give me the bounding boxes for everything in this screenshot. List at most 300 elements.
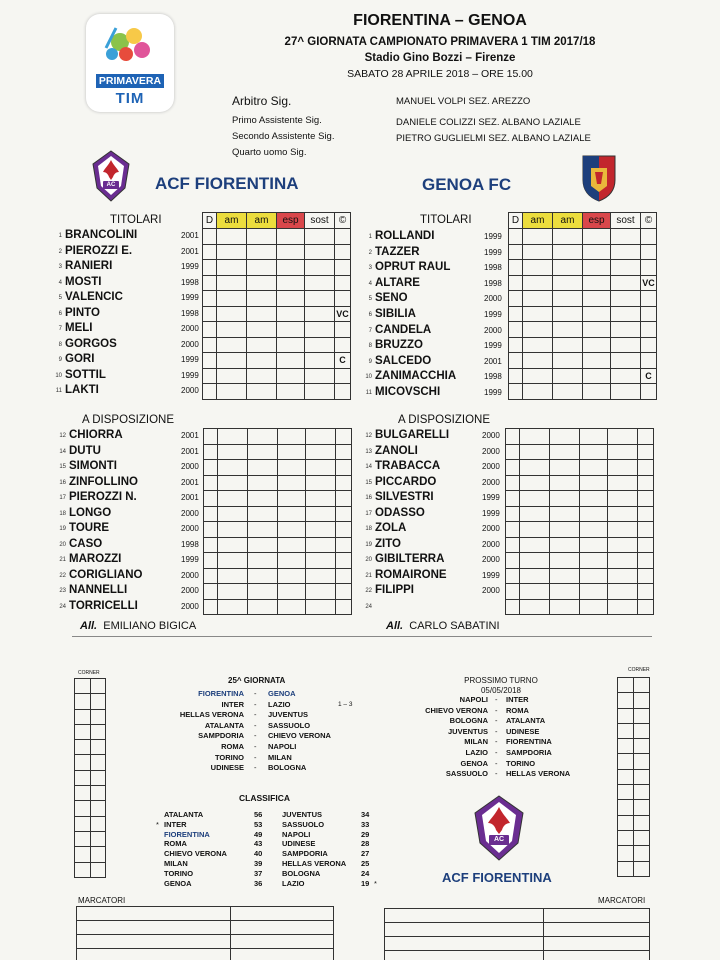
player-number: 5 (368, 296, 372, 303)
player-name: PICCARDO (375, 475, 437, 488)
away-coach-label: All. (386, 620, 404, 632)
corner-cell (75, 770, 91, 785)
grid-cell (248, 491, 278, 507)
grid-header-d: D (203, 213, 217, 229)
round25-dash: - (254, 742, 257, 751)
grid-cell (335, 384, 351, 400)
player-row (360, 521, 512, 537)
grid-cell (277, 306, 305, 322)
grid-cell (203, 306, 217, 322)
grid-cell (638, 584, 654, 600)
next-dash: - (495, 705, 498, 715)
corner-cell (75, 847, 91, 862)
player-row (54, 428, 211, 444)
round25-away-team: JUVENTUS (268, 710, 309, 720)
grid-cell (523, 384, 553, 400)
grid-cell (520, 444, 550, 460)
player-row (54, 552, 211, 568)
player-year: 2000 (181, 324, 199, 333)
grid-cell (306, 475, 336, 491)
standing-points: 33 (361, 819, 370, 829)
right-scorers-label: MARCATORI (598, 896, 646, 905)
grid-cell (550, 491, 580, 507)
grid-cell (509, 337, 523, 353)
home-coach-label: All. (80, 620, 98, 632)
grid-cell (305, 368, 335, 384)
next-home-team: CHIEVO VERONA (425, 705, 488, 715)
player-year: 2000 (181, 570, 199, 580)
player-row (54, 537, 211, 553)
corner-cell (90, 755, 106, 770)
grid-cell (336, 475, 352, 491)
grid-cell (553, 337, 583, 353)
player-row (360, 444, 512, 460)
player-number: 6 (58, 310, 62, 317)
grid-cell (580, 568, 608, 584)
standing-points: 40 (254, 849, 263, 859)
grid-cell (638, 522, 654, 538)
grid-cell (580, 475, 608, 491)
grid-header-esp: esp (277, 213, 305, 229)
grid-cell (550, 475, 580, 491)
corner-cell (634, 723, 650, 738)
grid-cell (580, 444, 608, 460)
grid-cell (335, 229, 351, 245)
scorer-cell (385, 909, 544, 923)
corner-cell (634, 830, 650, 845)
player-number: 18 (59, 510, 66, 517)
player-row (360, 276, 514, 292)
grid-cell (553, 229, 583, 245)
official-role: Quarto uomo Sig. (232, 147, 307, 158)
corner-cell (618, 723, 634, 738)
corner-cell (618, 769, 634, 784)
standing-points: 19 (361, 878, 370, 888)
player-year: 2000 (482, 477, 500, 487)
grid-cell (203, 337, 217, 353)
player-number: 12 (365, 433, 372, 439)
standing-team: INTER (164, 819, 187, 829)
grid-cell (305, 384, 335, 400)
grid-cell (336, 444, 352, 460)
grid-header-captain: © (641, 213, 657, 229)
grid-cell (509, 229, 523, 245)
grid-cell (248, 444, 278, 460)
grid-cell (509, 306, 523, 322)
grid-header-esp: esp (583, 213, 611, 229)
player-year: 2001 (181, 246, 199, 256)
grid-cell (580, 584, 608, 600)
player-name: SOTTIL (65, 368, 106, 381)
grid-cell (278, 537, 306, 553)
corner-cell (75, 786, 91, 801)
player-row (360, 583, 512, 599)
player-name: BRANCOLINI (65, 229, 138, 241)
primavera-tim-logo (86, 14, 174, 112)
player-row (54, 568, 211, 584)
scorer-cell (544, 909, 650, 923)
grid-cell (608, 475, 638, 491)
right-corner-label: CORNER (628, 667, 650, 673)
player-number: 4 (368, 280, 372, 287)
corner-cell (90, 709, 106, 724)
grid-cell (218, 553, 248, 569)
corner-cell (634, 846, 650, 861)
round25-home-team: INTER (221, 699, 244, 709)
player-row (360, 459, 512, 475)
corner-cell (90, 694, 106, 709)
player-year: 2000 (482, 586, 500, 595)
grid-cell (506, 429, 520, 445)
next-home-team: LAZIO (465, 748, 488, 757)
grid-cell (278, 506, 306, 522)
player-year: 1998 (181, 308, 199, 318)
grid-cell (506, 475, 520, 491)
grid-cell (553, 275, 583, 291)
grid-cell (520, 506, 550, 522)
player-name: ZITO (375, 537, 401, 550)
grid-cell (520, 475, 550, 491)
player-name: VALENCIC (65, 291, 123, 303)
player-row (360, 338, 514, 354)
away-team-name: GENOA FC (422, 175, 512, 194)
grid-cell (305, 306, 335, 322)
next-dash: - (495, 695, 498, 704)
player-name: SALCEDO (375, 354, 432, 367)
away-coach (386, 620, 500, 632)
standing-team: MILAN (164, 859, 188, 868)
player-number: 4 (58, 279, 62, 286)
grid-cell (638, 568, 654, 584)
player-year: 2000 (181, 601, 199, 611)
corner-cell (618, 815, 634, 830)
grid-cell (550, 522, 580, 538)
grid-cell (523, 368, 553, 384)
grid-cell (336, 429, 352, 445)
grid-cell (203, 353, 217, 369)
player-number: 22 (365, 588, 372, 594)
home-subs-grid (203, 428, 352, 615)
left-corner-grid (74, 678, 106, 878)
player-row (50, 290, 211, 306)
corner-cell (90, 740, 106, 755)
next-away-team: FIORENTINA (506, 737, 552, 747)
player-year: 1999 (484, 247, 502, 257)
grid-cell (217, 368, 247, 384)
next-away-team: ATALANTA (506, 716, 546, 726)
standing-team: HELLAS VERONA (282, 859, 347, 868)
player-number: 10 (365, 374, 372, 381)
player-name: ROLLANDI (375, 230, 435, 242)
standing-team: NAPOLI (282, 829, 311, 839)
grid-cell (583, 322, 611, 338)
player-name: TAZZER (375, 245, 420, 258)
corner-cell (634, 815, 650, 830)
grid-cell (203, 384, 217, 400)
grid-header-sost: sost (305, 213, 335, 229)
player-name: GORI (65, 353, 95, 365)
player-year: 2001 (181, 477, 199, 487)
footer-badge-text: AC (493, 836, 505, 843)
grid-cell (611, 306, 641, 322)
grid-cell (583, 291, 611, 307)
grid-cell (520, 429, 550, 445)
player-row (360, 260, 514, 276)
grid-header-am: am (217, 213, 247, 229)
scorer-cell (77, 949, 231, 960)
grid-cell (638, 460, 654, 476)
next-dash: - (495, 726, 498, 736)
grid-cell (611, 244, 641, 260)
player-row (54, 459, 211, 475)
grid-cell (248, 475, 278, 491)
player-number: 19 (365, 541, 372, 548)
grid-cell (278, 599, 306, 615)
grid-header-captain: © (335, 213, 351, 229)
player-name: MOSTI (65, 275, 102, 288)
player-name: ZANOLI (375, 444, 418, 457)
player-row (50, 228, 211, 244)
player-number: 3 (368, 265, 372, 272)
corner-cell (75, 694, 91, 709)
grid-cell (247, 291, 277, 307)
stadium: Stadio Gino Bozzi – Firenze (364, 52, 516, 64)
grid-cell (217, 275, 247, 291)
player-year: 1999 (181, 370, 199, 380)
round25-dash: - (254, 720, 257, 730)
next-away-team: ROMA (506, 705, 529, 715)
grid-cell (608, 506, 638, 522)
corner-cell (90, 816, 106, 831)
player-year: 1999 (181, 293, 199, 302)
player-name: BRUZZO (375, 339, 423, 352)
next-home-team: NAPOLI (459, 695, 488, 704)
grid-cell (611, 353, 641, 369)
player-year: 2000 (181, 524, 199, 533)
grid-cell (305, 244, 335, 260)
grid-cell (523, 353, 553, 369)
corner-cell (75, 740, 91, 755)
grid-cell (203, 260, 217, 276)
standing-points: 53 (254, 819, 263, 829)
grid-cell (335, 275, 351, 291)
round25-away-team: GENOA (268, 689, 296, 698)
grid-cell (608, 568, 638, 584)
player-number: 20 (59, 541, 66, 548)
fiorentina-badge (92, 150, 130, 207)
corner-cell (618, 708, 634, 723)
grid-cell (248, 553, 278, 569)
grid-cell (277, 275, 305, 291)
grid-cell (506, 537, 520, 553)
grid-cell (638, 491, 654, 507)
left-corner-label: CORNER (78, 670, 100, 676)
player-name: DUTU (69, 444, 101, 457)
player-number: 24 (59, 603, 66, 610)
grid-cell (509, 260, 523, 276)
round25-away-team: CHIEVO VERONA (268, 731, 331, 741)
grid-header-am: am (553, 213, 583, 229)
grid-cell (506, 444, 520, 460)
grid-cell (248, 506, 278, 522)
grid-cell (306, 522, 336, 538)
player-row (50, 321, 211, 337)
player-name: SIBILIA (375, 308, 416, 320)
grid-cell (583, 337, 611, 353)
next-dash: - (495, 769, 498, 779)
grid-cell (217, 291, 247, 307)
player-year: 2000 (181, 586, 199, 595)
player-row (360, 245, 514, 261)
grid-cell (248, 522, 278, 538)
grid-cell (550, 553, 580, 569)
player-year: 1999 (484, 388, 502, 397)
grid-cell (641, 229, 657, 245)
grid-cell (335, 322, 351, 338)
official-role: Primo Assistente Sig. (232, 115, 322, 126)
player-row (360, 307, 514, 323)
grid-cell (506, 460, 520, 476)
grid-cell (217, 322, 247, 338)
grid-cell (523, 322, 553, 338)
player-row (50, 383, 211, 399)
grid-cell (204, 599, 218, 615)
genoa-badge (581, 154, 617, 207)
player-year: 2000 (482, 555, 500, 564)
round25-home-team: TORINO (214, 752, 244, 762)
grid-cell (336, 522, 352, 538)
grid-cell (218, 475, 248, 491)
grid-cell (506, 568, 520, 584)
grid-cell (580, 599, 608, 615)
grid-cell (306, 537, 336, 553)
grid-cell (278, 429, 306, 445)
next-home-team: SASSUOLO (445, 769, 488, 779)
standing-team: UDINESE (282, 839, 316, 849)
next-away-team: INTER (506, 695, 529, 704)
grid-cell (204, 522, 218, 538)
player-number: 21 (365, 572, 372, 579)
round25-dash: - (254, 710, 257, 720)
grid-cell (608, 553, 638, 569)
grid-cell (550, 506, 580, 522)
player-row (54, 506, 211, 522)
coach-divider (72, 636, 652, 637)
grid-cell (638, 475, 654, 491)
player-number: 21 (59, 557, 66, 563)
grid-cell (306, 444, 336, 460)
grid-cell (278, 568, 306, 584)
player-year: 1999 (482, 493, 500, 502)
grid-cell (204, 429, 218, 445)
player-number: 6 (368, 312, 372, 318)
scorer-cell (385, 923, 544, 937)
grid-cell (523, 291, 553, 307)
standing-team: JUVENTUS (282, 810, 323, 819)
player-row (360, 229, 514, 245)
grid-cell (509, 291, 523, 307)
grid-cell (204, 444, 218, 460)
corner-cell (90, 679, 106, 694)
player-year: 2001 (181, 231, 199, 240)
grid-cell (248, 460, 278, 476)
player-row (360, 369, 514, 385)
grid-cell (520, 584, 550, 600)
player-row (360, 291, 514, 307)
corner-cell (75, 801, 91, 816)
corner-cell (75, 831, 91, 846)
player-name: PINTO (65, 306, 100, 319)
grid-cell (638, 429, 654, 445)
grid-cell (218, 568, 248, 584)
round25-score: 1 – 3 (338, 700, 353, 708)
away-subs-label: A DISPOSIZIONE (398, 414, 491, 426)
player-number: 8 (368, 343, 372, 350)
player-row (360, 568, 512, 584)
grid-cell (277, 229, 305, 245)
grid-header-am: am (247, 213, 277, 229)
grid-cell (608, 444, 638, 460)
grid-cell (335, 337, 351, 353)
grid-cell (611, 368, 641, 384)
grid-cell (553, 260, 583, 276)
player-name: SIMONTI (69, 460, 117, 472)
player-number: 14 (59, 448, 66, 455)
away-coach-name: CARLO SABATINI (409, 620, 500, 632)
grid-cell (520, 568, 550, 584)
corner-cell (90, 801, 106, 816)
grid-cell (553, 306, 583, 322)
grid-cell (218, 599, 248, 615)
player-year: 2000 (181, 508, 199, 518)
grid-cell (277, 322, 305, 338)
corner-cell (634, 861, 650, 876)
grid-cell (247, 275, 277, 291)
grid-cell (218, 584, 248, 600)
grid-cell (306, 506, 336, 522)
grid-cell (247, 322, 277, 338)
round25-dash: - (254, 752, 257, 762)
round25-home-team: SAMPDORIA (198, 731, 244, 741)
grid-cell (611, 322, 641, 338)
grid-cell (306, 568, 336, 584)
player-row (360, 506, 512, 522)
fiorentina-badge-text: AC (106, 182, 116, 188)
corner-cell (90, 724, 106, 739)
next-home-team: JUVENTUS (447, 726, 488, 736)
player-year: 1998 (484, 263, 502, 273)
grid-cell (335, 368, 351, 384)
player-row (54, 599, 211, 615)
grid-cell (336, 599, 352, 615)
player-number: 13 (365, 448, 372, 455)
player-row (360, 537, 512, 553)
grid-cell (550, 444, 580, 460)
grid-cell (247, 306, 277, 322)
round25-dash: - (254, 699, 257, 709)
player-number: 22 (59, 572, 66, 579)
standing-team: FIORENTINA (164, 829, 210, 839)
grid-cell (553, 368, 583, 384)
official-role: Secondo Assistente Sig. (232, 131, 335, 142)
player-year: 1999 (484, 341, 502, 351)
official-name: DANIELE COLIZZI SEZ. ALBANO LAZIALE (396, 117, 581, 128)
grid-cell (204, 584, 218, 600)
grid-cell: C (335, 353, 351, 369)
scorer-cell (544, 951, 650, 960)
grid-cell (506, 584, 520, 600)
player-number: 2 (58, 248, 62, 255)
